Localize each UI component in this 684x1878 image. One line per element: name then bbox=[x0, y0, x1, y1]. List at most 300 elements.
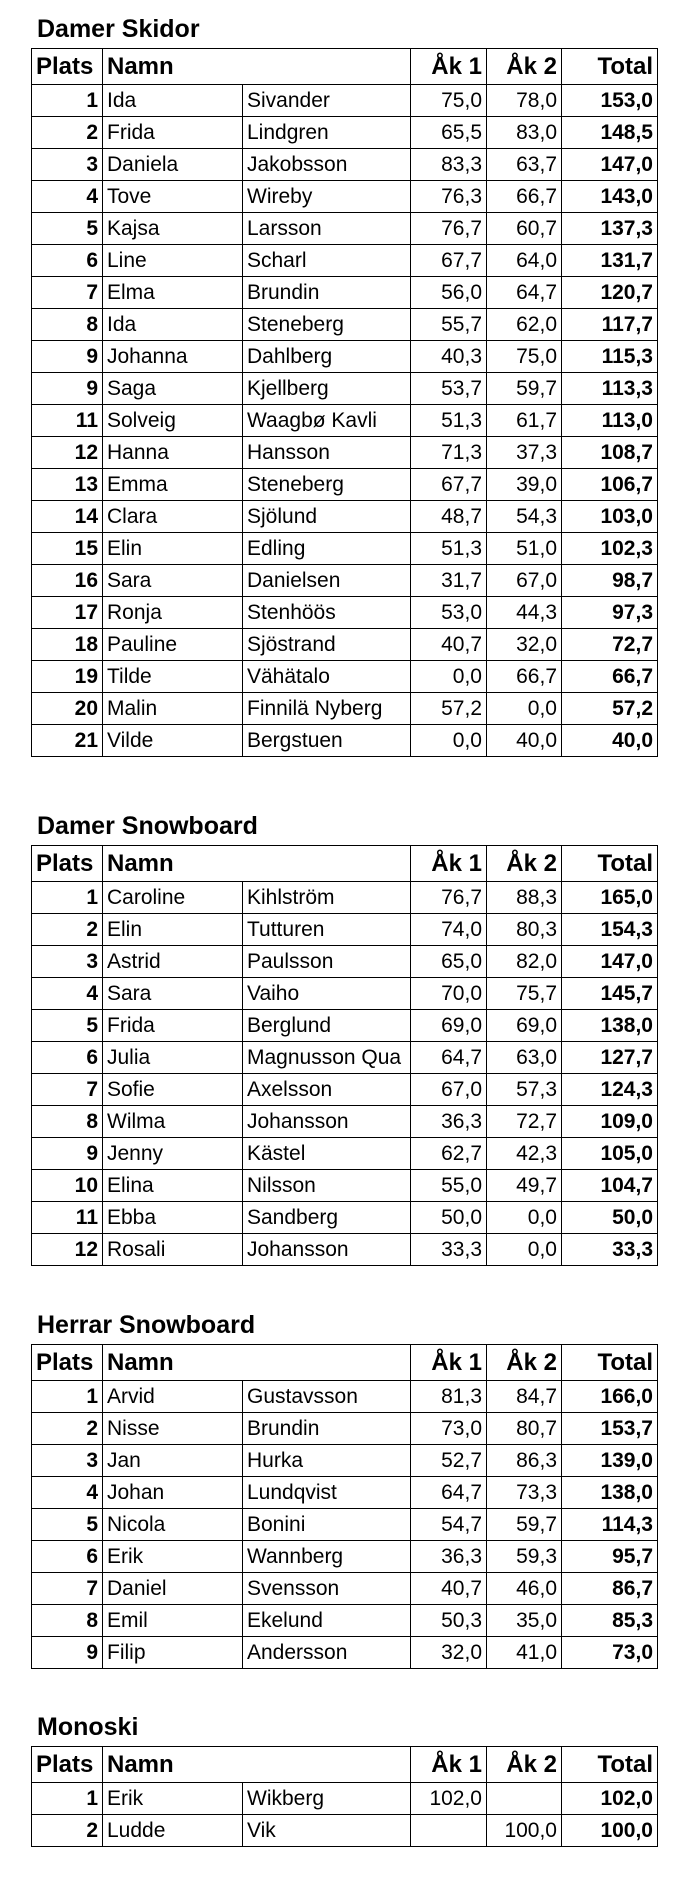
cell-first-name: Pauline bbox=[103, 629, 243, 661]
header-ak1: Åk 1 bbox=[411, 1345, 487, 1381]
cell-ak2: 67,0 bbox=[487, 565, 562, 597]
cell-total: 115,3 bbox=[562, 341, 658, 373]
table-row bbox=[32, 213, 658, 245]
table-row bbox=[32, 946, 658, 978]
cell-total: 103,0 bbox=[562, 501, 658, 533]
cell-total: 85,3 bbox=[562, 1605, 658, 1637]
cell-ak1: 73,0 bbox=[411, 1413, 487, 1445]
cell-last-name: Scharl bbox=[243, 245, 411, 277]
cell-plats: 11 bbox=[32, 405, 103, 437]
cell-plats: 13 bbox=[32, 469, 103, 501]
cell-ak1: 40,3 bbox=[411, 341, 487, 373]
cell-ak1: 53,7 bbox=[411, 373, 487, 405]
cell-last-name: Lindgren bbox=[243, 117, 411, 149]
cell-last-name: Waagbø Kavli bbox=[243, 405, 411, 437]
cell-first-name: Ida bbox=[103, 85, 243, 117]
cell-ak1: 55,0 bbox=[411, 1170, 487, 1202]
cell-ak1: 51,3 bbox=[411, 533, 487, 565]
cell-first-name: Saga bbox=[103, 373, 243, 405]
cell-plats: 6 bbox=[32, 245, 103, 277]
cell-total: 33,3 bbox=[562, 1234, 658, 1266]
cell-ak2: 63,0 bbox=[487, 1042, 562, 1074]
cell-total: 108,7 bbox=[562, 437, 658, 469]
cell-first-name: Kajsa bbox=[103, 213, 243, 245]
cell-ak1: 54,7 bbox=[411, 1509, 487, 1541]
cell-last-name: Vähätalo bbox=[243, 661, 411, 693]
cell-last-name: Hurka bbox=[243, 1445, 411, 1477]
cell-total: 86,7 bbox=[562, 1573, 658, 1605]
cell-first-name: Johan bbox=[103, 1477, 243, 1509]
cell-ak2: 73,3 bbox=[487, 1477, 562, 1509]
cell-first-name: Daniela bbox=[103, 149, 243, 181]
cell-last-name: Johansson bbox=[243, 1106, 411, 1138]
cell-ak1: 50,3 bbox=[411, 1605, 487, 1637]
header-plats: Plats bbox=[32, 49, 103, 85]
cell-ak1: 40,7 bbox=[411, 1573, 487, 1605]
table-row bbox=[32, 1042, 658, 1074]
cell-total: 106,7 bbox=[562, 469, 658, 501]
header-total: Total bbox=[562, 49, 658, 85]
cell-plats: 8 bbox=[32, 1106, 103, 1138]
table-row bbox=[32, 309, 658, 341]
cell-plats: 1 bbox=[32, 1381, 103, 1413]
cell-last-name: Bergstuen bbox=[243, 725, 411, 757]
cell-ak2: 49,7 bbox=[487, 1170, 562, 1202]
cell-first-name: Sara bbox=[103, 978, 243, 1010]
table-row bbox=[32, 629, 658, 661]
cell-ak1: 69,0 bbox=[411, 1010, 487, 1042]
cell-ak2: 59,3 bbox=[487, 1541, 562, 1573]
table-row bbox=[32, 1605, 658, 1637]
header-ak1: Åk 1 bbox=[411, 49, 487, 85]
table-header-row bbox=[32, 1345, 658, 1381]
cell-last-name: Axelsson bbox=[243, 1074, 411, 1106]
cell-ak2: 60,7 bbox=[487, 213, 562, 245]
cell-plats: 7 bbox=[32, 1573, 103, 1605]
header-namn: Namn bbox=[103, 846, 411, 882]
cell-total: 57,2 bbox=[562, 693, 658, 725]
cell-ak2: 84,7 bbox=[487, 1381, 562, 1413]
cell-total: 131,7 bbox=[562, 245, 658, 277]
cell-ak1: 75,0 bbox=[411, 85, 487, 117]
cell-plats: 3 bbox=[32, 1445, 103, 1477]
section-title-damer-skidor: Damer Skidor bbox=[37, 15, 200, 43]
cell-ak2: 88,3 bbox=[487, 882, 562, 914]
cell-plats: 1 bbox=[32, 85, 103, 117]
cell-ak2: 59,7 bbox=[487, 1509, 562, 1541]
cell-ak1: 36,3 bbox=[411, 1106, 487, 1138]
header-total: Total bbox=[562, 1747, 658, 1783]
cell-plats: 9 bbox=[32, 1637, 103, 1669]
cell-total: 50,0 bbox=[562, 1202, 658, 1234]
cell-plats: 18 bbox=[32, 629, 103, 661]
cell-first-name: Erik bbox=[103, 1783, 243, 1815]
cell-ak2: 59,7 bbox=[487, 373, 562, 405]
table-row bbox=[32, 1138, 658, 1170]
cell-ak1: 74,0 bbox=[411, 914, 487, 946]
cell-ak1: 52,7 bbox=[411, 1445, 487, 1477]
cell-plats: 19 bbox=[32, 661, 103, 693]
cell-plats: 16 bbox=[32, 565, 103, 597]
table-row bbox=[32, 1381, 658, 1413]
cell-ak2: 51,0 bbox=[487, 533, 562, 565]
cell-ak1: 70,0 bbox=[411, 978, 487, 1010]
cell-first-name: Elma bbox=[103, 277, 243, 309]
cell-total: 138,0 bbox=[562, 1477, 658, 1509]
cell-plats: 2 bbox=[32, 117, 103, 149]
cell-first-name: Elin bbox=[103, 914, 243, 946]
cell-ak1: 76,3 bbox=[411, 181, 487, 213]
cell-plats: 8 bbox=[32, 1605, 103, 1637]
cell-ak2: 66,7 bbox=[487, 181, 562, 213]
table-row bbox=[32, 1573, 658, 1605]
cell-plats: 15 bbox=[32, 533, 103, 565]
cell-first-name: Rosali bbox=[103, 1234, 243, 1266]
cell-last-name: Dahlberg bbox=[243, 341, 411, 373]
cell-first-name: Astrid bbox=[103, 946, 243, 978]
cell-first-name: Tove bbox=[103, 181, 243, 213]
cell-first-name: Ludde bbox=[103, 1815, 243, 1847]
cell-plats: 12 bbox=[32, 1234, 103, 1266]
table-row bbox=[32, 1541, 658, 1573]
cell-last-name: Svensson bbox=[243, 1573, 411, 1605]
cell-ak2: 42,3 bbox=[487, 1138, 562, 1170]
cell-ak1: 67,7 bbox=[411, 469, 487, 501]
cell-total: 147,0 bbox=[562, 149, 658, 181]
cell-ak2 bbox=[487, 1783, 562, 1815]
cell-first-name: Julia bbox=[103, 1042, 243, 1074]
cell-first-name: Elin bbox=[103, 533, 243, 565]
cell-ak1: 76,7 bbox=[411, 882, 487, 914]
cell-plats: 9 bbox=[32, 373, 103, 405]
table-row bbox=[32, 1815, 658, 1847]
cell-plats: 8 bbox=[32, 309, 103, 341]
cell-first-name: Johanna bbox=[103, 341, 243, 373]
cell-plats: 7 bbox=[32, 1074, 103, 1106]
cell-plats: 21 bbox=[32, 725, 103, 757]
cell-first-name: Sofie bbox=[103, 1074, 243, 1106]
cell-last-name: Sivander bbox=[243, 85, 411, 117]
cell-first-name: Vilde bbox=[103, 725, 243, 757]
cell-ak2: 80,7 bbox=[487, 1413, 562, 1445]
cell-ak1: 102,0 bbox=[411, 1783, 487, 1815]
header-ak2: Åk 2 bbox=[487, 49, 562, 85]
cell-ak2: 0,0 bbox=[487, 693, 562, 725]
cell-ak2: 39,0 bbox=[487, 469, 562, 501]
cell-plats: 1 bbox=[32, 1783, 103, 1815]
cell-plats: 12 bbox=[32, 437, 103, 469]
cell-total: 105,0 bbox=[562, 1138, 658, 1170]
header-ak2: Åk 2 bbox=[487, 1747, 562, 1783]
cell-ak1: 40,7 bbox=[411, 629, 487, 661]
table-row bbox=[32, 1783, 658, 1815]
cell-ak1: 36,3 bbox=[411, 1541, 487, 1573]
table-row bbox=[32, 277, 658, 309]
cell-total: 40,0 bbox=[562, 725, 658, 757]
cell-first-name: Ronja bbox=[103, 597, 243, 629]
cell-plats: 14 bbox=[32, 501, 103, 533]
cell-ak1: 65,0 bbox=[411, 946, 487, 978]
cell-last-name: Jakobsson bbox=[243, 149, 411, 181]
cell-plats: 2 bbox=[32, 914, 103, 946]
cell-last-name: Berglund bbox=[243, 1010, 411, 1042]
cell-total: 102,0 bbox=[562, 1783, 658, 1815]
cell-first-name: Hanna bbox=[103, 437, 243, 469]
table-row bbox=[32, 661, 658, 693]
table-row bbox=[32, 1637, 658, 1669]
cell-ak1: 81,3 bbox=[411, 1381, 487, 1413]
cell-ak1 bbox=[411, 1815, 487, 1847]
results-table-monoski bbox=[31, 1746, 658, 1847]
cell-last-name: Gustavsson bbox=[243, 1381, 411, 1413]
cell-last-name: Finnilä Nyberg bbox=[243, 693, 411, 725]
cell-first-name: Ebba bbox=[103, 1202, 243, 1234]
cell-last-name: Sandberg bbox=[243, 1202, 411, 1234]
cell-last-name: Kästel bbox=[243, 1138, 411, 1170]
cell-plats: 5 bbox=[32, 1509, 103, 1541]
cell-ak2: 32,0 bbox=[487, 629, 562, 661]
cell-ak1: 83,3 bbox=[411, 149, 487, 181]
cell-plats: 20 bbox=[32, 693, 103, 725]
cell-ak1: 31,7 bbox=[411, 565, 487, 597]
table-row bbox=[32, 501, 658, 533]
cell-ak2: 0,0 bbox=[487, 1234, 562, 1266]
cell-first-name: Emma bbox=[103, 469, 243, 501]
section-title-herrar-snowboard: Herrar Snowboard bbox=[37, 1311, 256, 1339]
cell-first-name: Daniel bbox=[103, 1573, 243, 1605]
section-title-monoski: Monoski bbox=[37, 1713, 139, 1741]
table-row bbox=[32, 1509, 658, 1541]
cell-first-name: Malin bbox=[103, 693, 243, 725]
cell-total: 147,0 bbox=[562, 946, 658, 978]
table-header-row bbox=[32, 49, 658, 85]
table-row bbox=[32, 437, 658, 469]
table-row bbox=[32, 725, 658, 757]
cell-ak2: 78,0 bbox=[487, 85, 562, 117]
cell-first-name: Clara bbox=[103, 501, 243, 533]
cell-last-name: Johansson bbox=[243, 1234, 411, 1266]
cell-ak2: 0,0 bbox=[487, 1202, 562, 1234]
cell-ak2: 100,0 bbox=[487, 1815, 562, 1847]
cell-last-name: Andersson bbox=[243, 1637, 411, 1669]
results-table-damer-snowboard bbox=[31, 845, 658, 1266]
cell-ak2: 64,7 bbox=[487, 277, 562, 309]
cell-total: 124,3 bbox=[562, 1074, 658, 1106]
header-plats: Plats bbox=[32, 1345, 103, 1381]
cell-ak2: 86,3 bbox=[487, 1445, 562, 1477]
cell-ak2: 61,7 bbox=[487, 405, 562, 437]
cell-total: 97,3 bbox=[562, 597, 658, 629]
table-row bbox=[32, 117, 658, 149]
table-row bbox=[32, 341, 658, 373]
table-row bbox=[32, 914, 658, 946]
header-namn: Namn bbox=[103, 49, 411, 85]
cell-first-name: Jan bbox=[103, 1445, 243, 1477]
cell-ak1: 64,7 bbox=[411, 1042, 487, 1074]
cell-plats: 17 bbox=[32, 597, 103, 629]
results-table-herrar-snowboard bbox=[31, 1344, 658, 1669]
cell-last-name: Paulsson bbox=[243, 946, 411, 978]
cell-plats: 7 bbox=[32, 277, 103, 309]
cell-ak1: 67,7 bbox=[411, 245, 487, 277]
header-ak2: Åk 2 bbox=[487, 1345, 562, 1381]
cell-total: 153,7 bbox=[562, 1413, 658, 1445]
cell-total: 95,7 bbox=[562, 1541, 658, 1573]
table-row bbox=[32, 1202, 658, 1234]
cell-total: 117,7 bbox=[562, 309, 658, 341]
section-title-damer-snowboard: Damer Snowboard bbox=[37, 812, 258, 840]
cell-last-name: Brundin bbox=[243, 277, 411, 309]
cell-ak2: 46,0 bbox=[487, 1573, 562, 1605]
cell-ak1: 55,7 bbox=[411, 309, 487, 341]
cell-last-name: Wikberg bbox=[243, 1783, 411, 1815]
cell-ak2: 63,7 bbox=[487, 149, 562, 181]
cell-first-name: Wilma bbox=[103, 1106, 243, 1138]
cell-last-name: Brundin bbox=[243, 1413, 411, 1445]
cell-total: 166,0 bbox=[562, 1381, 658, 1413]
cell-first-name: Ida bbox=[103, 309, 243, 341]
cell-first-name: Emil bbox=[103, 1605, 243, 1637]
table-row bbox=[32, 978, 658, 1010]
cell-last-name: Danielsen bbox=[243, 565, 411, 597]
cell-first-name: Frida bbox=[103, 1010, 243, 1042]
cell-last-name: Tutturen bbox=[243, 914, 411, 946]
table-header-row bbox=[32, 1747, 658, 1783]
cell-last-name: Sjölund bbox=[243, 501, 411, 533]
table-row bbox=[32, 1074, 658, 1106]
cell-ak1: 67,0 bbox=[411, 1074, 487, 1106]
header-plats: Plats bbox=[32, 1747, 103, 1783]
cell-ak1: 71,3 bbox=[411, 437, 487, 469]
table-row bbox=[32, 85, 658, 117]
cell-total: 113,3 bbox=[562, 373, 658, 405]
cell-first-name: Line bbox=[103, 245, 243, 277]
cell-ak2: 57,3 bbox=[487, 1074, 562, 1106]
cell-plats: 6 bbox=[32, 1042, 103, 1074]
cell-total: 154,3 bbox=[562, 914, 658, 946]
cell-last-name: Bonini bbox=[243, 1509, 411, 1541]
cell-ak1: 48,7 bbox=[411, 501, 487, 533]
cell-last-name: Steneberg bbox=[243, 309, 411, 341]
cell-total: 153,0 bbox=[562, 85, 658, 117]
cell-first-name: Nicola bbox=[103, 1509, 243, 1541]
cell-ak1: 64,7 bbox=[411, 1477, 487, 1509]
cell-last-name: Steneberg bbox=[243, 469, 411, 501]
cell-first-name: Solveig bbox=[103, 405, 243, 437]
cell-first-name: Elina bbox=[103, 1170, 243, 1202]
cell-ak1: 62,7 bbox=[411, 1138, 487, 1170]
table-row bbox=[32, 469, 658, 501]
cell-last-name: Wireby bbox=[243, 181, 411, 213]
table-row bbox=[32, 405, 658, 437]
table-row bbox=[32, 181, 658, 213]
cell-plats: 5 bbox=[32, 213, 103, 245]
cell-total: 73,0 bbox=[562, 1637, 658, 1669]
table-row bbox=[32, 373, 658, 405]
table-row bbox=[32, 882, 658, 914]
cell-total: 66,7 bbox=[562, 661, 658, 693]
table-header-row bbox=[32, 846, 658, 882]
table-row bbox=[32, 1413, 658, 1445]
table-row bbox=[32, 533, 658, 565]
cell-plats: 4 bbox=[32, 181, 103, 213]
cell-first-name: Jenny bbox=[103, 1138, 243, 1170]
cell-last-name: Stenhöös bbox=[243, 597, 411, 629]
cell-ak2: 80,3 bbox=[487, 914, 562, 946]
header-namn: Namn bbox=[103, 1345, 411, 1381]
cell-plats: 3 bbox=[32, 946, 103, 978]
cell-plats: 10 bbox=[32, 1170, 103, 1202]
cell-total: 138,0 bbox=[562, 1010, 658, 1042]
cell-plats: 5 bbox=[32, 1010, 103, 1042]
cell-ak2: 64,0 bbox=[487, 245, 562, 277]
cell-first-name: Sara bbox=[103, 565, 243, 597]
cell-ak2: 72,7 bbox=[487, 1106, 562, 1138]
cell-last-name: Edling bbox=[243, 533, 411, 565]
header-ak1: Åk 1 bbox=[411, 1747, 487, 1783]
cell-plats: 9 bbox=[32, 1138, 103, 1170]
cell-total: 165,0 bbox=[562, 882, 658, 914]
cell-total: 102,3 bbox=[562, 533, 658, 565]
cell-ak2: 41,0 bbox=[487, 1637, 562, 1669]
cell-ak1: 50,0 bbox=[411, 1202, 487, 1234]
table-row bbox=[32, 1106, 658, 1138]
cell-total: 98,7 bbox=[562, 565, 658, 597]
cell-ak1: 56,0 bbox=[411, 277, 487, 309]
cell-plats: 4 bbox=[32, 978, 103, 1010]
cell-last-name: Lundqvist bbox=[243, 1477, 411, 1509]
cell-ak1: 65,5 bbox=[411, 117, 487, 149]
cell-last-name: Vik bbox=[243, 1815, 411, 1847]
table-row bbox=[32, 565, 658, 597]
table-row bbox=[32, 149, 658, 181]
cell-plats: 9 bbox=[32, 341, 103, 373]
cell-first-name: Tilde bbox=[103, 661, 243, 693]
cell-plats: 3 bbox=[32, 149, 103, 181]
cell-total: 109,0 bbox=[562, 1106, 658, 1138]
cell-total: 113,0 bbox=[562, 405, 658, 437]
cell-ak2: 69,0 bbox=[487, 1010, 562, 1042]
cell-ak2: 37,3 bbox=[487, 437, 562, 469]
cell-plats: 11 bbox=[32, 1202, 103, 1234]
cell-ak1: 33,3 bbox=[411, 1234, 487, 1266]
table-row bbox=[32, 1445, 658, 1477]
cell-last-name: Wannberg bbox=[243, 1541, 411, 1573]
cell-ak2: 40,0 bbox=[487, 725, 562, 757]
cell-total: 104,7 bbox=[562, 1170, 658, 1202]
cell-total: 127,7 bbox=[562, 1042, 658, 1074]
cell-ak2: 54,3 bbox=[487, 501, 562, 533]
cell-last-name: Kjellberg bbox=[243, 373, 411, 405]
cell-total: 145,7 bbox=[562, 978, 658, 1010]
cell-last-name: Hansson bbox=[243, 437, 411, 469]
cell-last-name: Vaiho bbox=[243, 978, 411, 1010]
cell-last-name: Nilsson bbox=[243, 1170, 411, 1202]
cell-plats: 1 bbox=[32, 882, 103, 914]
header-total: Total bbox=[562, 846, 658, 882]
cell-ak1: 57,2 bbox=[411, 693, 487, 725]
cell-plats: 6 bbox=[32, 1541, 103, 1573]
cell-last-name: Magnusson Qua bbox=[243, 1042, 411, 1074]
header-total: Total bbox=[562, 1345, 658, 1381]
cell-last-name: Kihlström bbox=[243, 882, 411, 914]
table-row bbox=[32, 245, 658, 277]
cell-ak1: 53,0 bbox=[411, 597, 487, 629]
cell-last-name: Larsson bbox=[243, 213, 411, 245]
table-row bbox=[32, 1010, 658, 1042]
results-table-damer-skidor bbox=[31, 48, 658, 757]
cell-plats: 2 bbox=[32, 1413, 103, 1445]
